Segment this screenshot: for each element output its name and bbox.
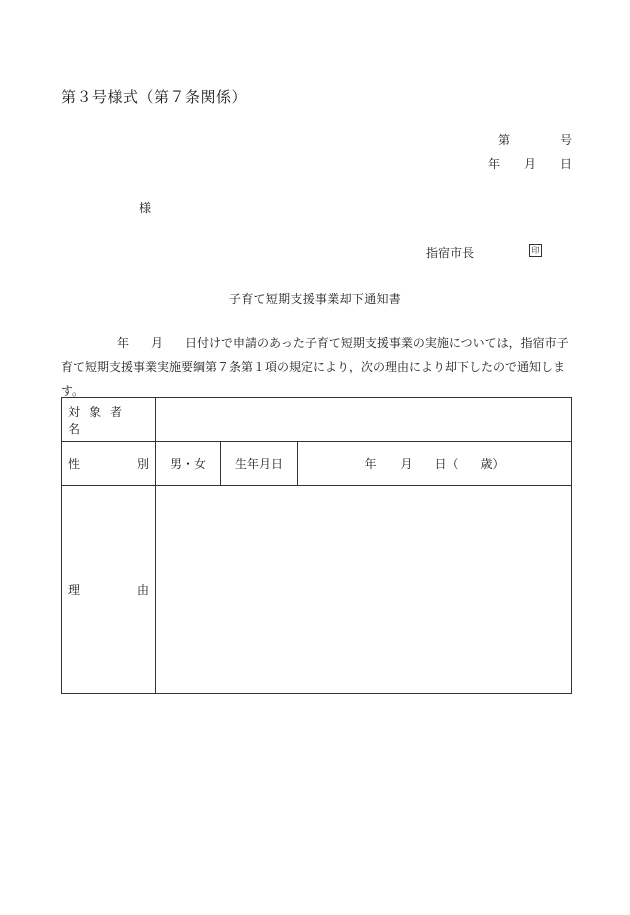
seal-mark: 印 bbox=[529, 244, 542, 257]
recipient-honorific: 様 bbox=[139, 201, 152, 215]
sender-name: 指宿市長 bbox=[426, 246, 475, 260]
dob-month: 月 bbox=[400, 457, 413, 471]
sex-label-cell bbox=[62, 442, 156, 486]
reason-value[interactable] bbox=[156, 486, 572, 694]
table-row-reason bbox=[62, 486, 572, 694]
sex-options[interactable]: 男・女 bbox=[156, 442, 221, 486]
dob-day: 日（ bbox=[434, 457, 459, 471]
body-year: 年 bbox=[117, 336, 130, 350]
target-name-label bbox=[68, 403, 149, 437]
table-row-sex bbox=[62, 442, 572, 486]
document-number bbox=[498, 131, 572, 148]
reason-label-cell bbox=[62, 486, 156, 694]
form-number-label: 第３号様式（第７条関係） bbox=[61, 88, 248, 106]
dob-value[interactable] bbox=[298, 442, 572, 486]
sex-label-a: 性 bbox=[68, 457, 81, 471]
document-date bbox=[488, 155, 572, 172]
body-month: 月 bbox=[151, 336, 164, 350]
dob-year: 年 bbox=[364, 457, 377, 471]
target-name-label-cell bbox=[62, 398, 156, 442]
document-title: 子育て短期支援事業却下通知書 bbox=[228, 292, 402, 306]
target-name-label-text: 対象者名 bbox=[68, 404, 132, 436]
reason-label-b: 由 bbox=[136, 583, 149, 597]
dob-label: 生年月日 bbox=[221, 442, 298, 486]
target-name-value[interactable] bbox=[156, 398, 572, 442]
document-number-suffix: 号 bbox=[559, 133, 572, 147]
date-day: 日 bbox=[559, 157, 572, 171]
reason-label-a: 理 bbox=[68, 583, 81, 597]
table-row-target-name bbox=[62, 398, 572, 442]
dob-age: 歳） bbox=[480, 457, 505, 471]
sex-label-b: 別 bbox=[136, 457, 149, 471]
notice-body bbox=[61, 331, 572, 403]
document-number-prefix: 第 bbox=[497, 133, 510, 147]
body-text: 日付けで申請のあった子育て短期支援事業の実施については，指宿市子育て短期支援事業実施要綱第７条第１項の規定により，次の理由により却下したので通知します。 bbox=[61, 336, 569, 398]
date-year: 年 bbox=[487, 157, 500, 171]
date-month: 月 bbox=[523, 157, 536, 171]
applicant-info-table bbox=[61, 397, 572, 694]
